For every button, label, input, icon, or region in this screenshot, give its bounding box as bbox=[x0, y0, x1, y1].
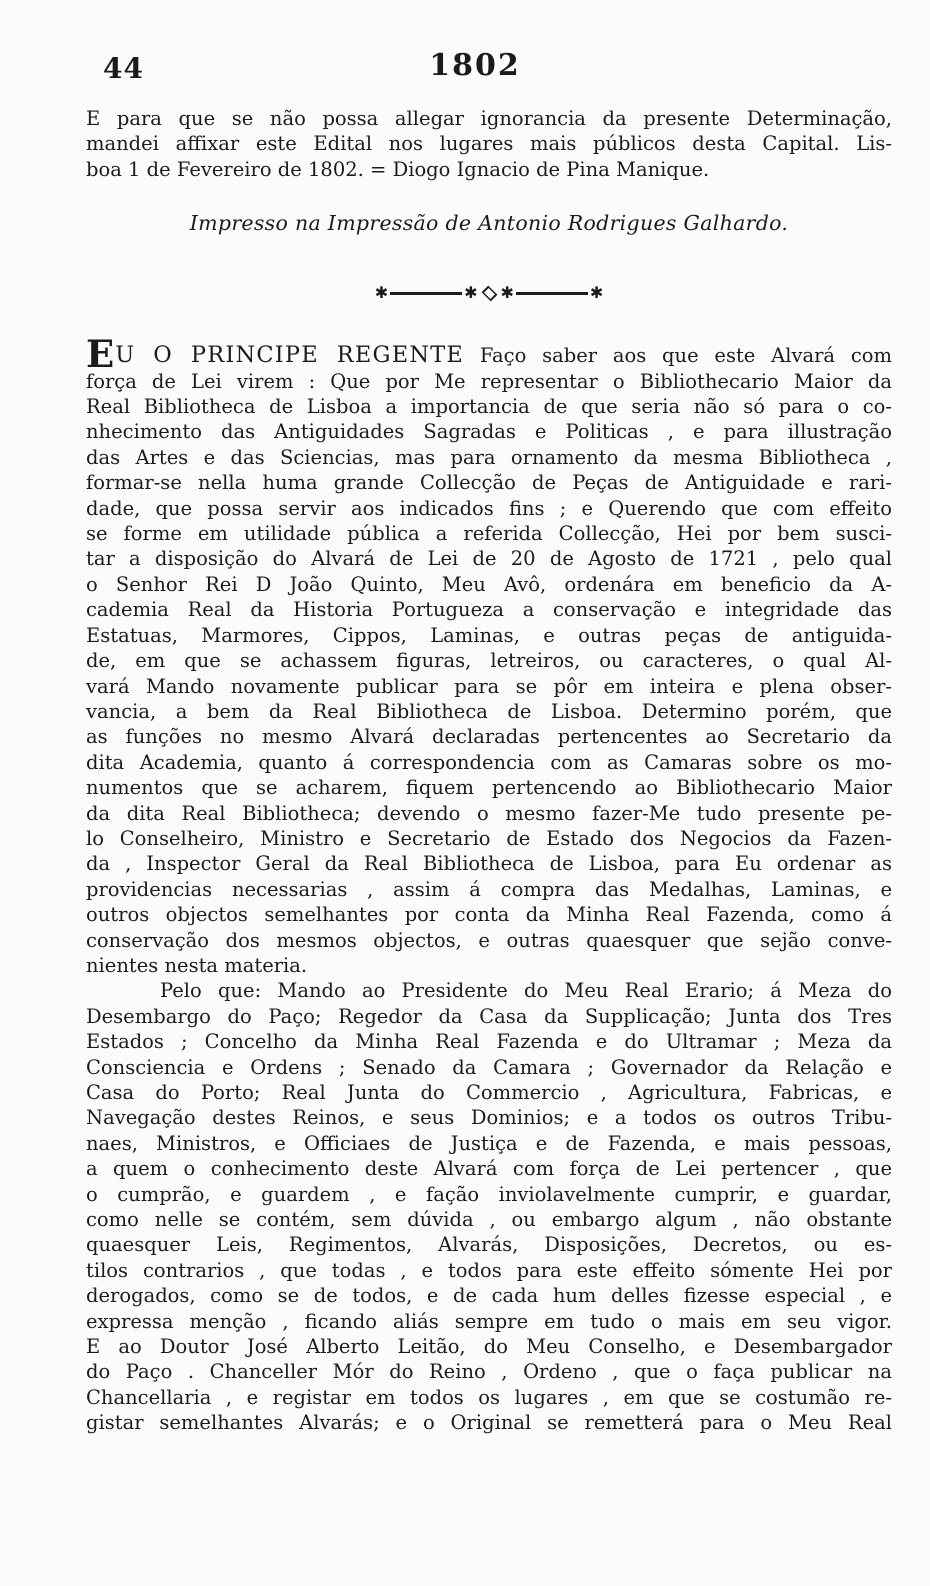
text-line: Real Bibliotheca de Lisboa a importancia de que seria não só para o co- bbox=[86, 395, 892, 419]
opening-line-rest: Faço saber aos que este Alvará com bbox=[479, 344, 892, 368]
text-line: o cumprão, e guardem , e fação inviolavelmente cumprir, e guardar, bbox=[86, 1182, 892, 1206]
edital-closing-paragraph bbox=[86, 106, 892, 182]
text-line: o Senhor Rei D João Quinto, Meu Avô, ordenára em beneficio da A- bbox=[86, 572, 892, 596]
text-line: da , Inspector Geral da Real Bibliotheca de Lisboa, para Eu ordenar as bbox=[86, 852, 892, 876]
imprint-line: Impresso na Impressão de Antonio Rodrigues Galhardo. bbox=[189, 211, 789, 236]
text-line: vancia, a bem da Real Bibliotheca de Lisboa. Determino porém, que bbox=[86, 699, 892, 723]
text-line: numentos que se acharem, fiquem pertencendo ao Bibliothecario Maior bbox=[86, 776, 892, 800]
text-line: quaesquer Leis, Regimentos, Alvarás, Disposições, Decretos, ou es- bbox=[86, 1233, 892, 1257]
text-line: Consciencia e Ordens ; Senado da Camara ; Governador da Relação e bbox=[86, 1055, 892, 1079]
second-paragraph-lines bbox=[86, 1004, 892, 1436]
page-content bbox=[86, 106, 892, 1436]
text-line: cademia Real da Historia Portugueza a conservação e integridade das bbox=[86, 598, 892, 622]
asterisk-icon: ✱ bbox=[464, 283, 478, 303]
asterisk-icon: ✱ bbox=[374, 283, 389, 303]
text-line: a quem o conhecimento deste Alvará com força de Lei pertencer , que bbox=[86, 1157, 892, 1181]
drop-cap-initial: E bbox=[86, 332, 116, 377]
text-line: das Artes e das Sciencias, mas para ornamento da mesma Bibliotheca , bbox=[86, 445, 892, 469]
text-line: lo Conselheiro, Ministro e Secretario de Estado dos Negocios da Fazen- bbox=[86, 826, 892, 850]
text-line: mandei affixar este Edital nos lugares mais públicos desta Capital. Lis- bbox=[86, 132, 892, 156]
page-number: 44 bbox=[103, 52, 144, 85]
text-line: conservação dos mesmos objectos, e outras quaesquer que sejão conve- bbox=[86, 928, 892, 952]
text-line: dita Academia, quanto á correspondencia com as Camaras sobre os mo- bbox=[86, 750, 892, 774]
text-line: derogados, como se de todos, e de cada hum delles fizesse especial , e bbox=[86, 1284, 892, 1308]
text-line: dade, que possa servir aos indicados fins ; e Querendo que com effeito bbox=[86, 496, 892, 520]
page-year-heading: 1802 bbox=[429, 48, 521, 83]
text-line: tilos contrarios , que todas , e todos para este effeito sómente Hei por bbox=[86, 1258, 892, 1282]
text-line: Casa do Porto; Real Junta do Commercio , Agricultura, Fabricas, e bbox=[86, 1081, 892, 1104]
text-line: expressa menção , ficando aliás sempre em tudo o mais em seu vigor. bbox=[86, 1309, 892, 1333]
asterisk-icon: ✱ bbox=[589, 283, 604, 303]
text-line: se forme em utilidade pública a referida Collecção, Hei por bem susci- bbox=[86, 522, 892, 546]
text-line: Desembargo do Paço; Regedor da Casa da Supplicação; Junta dos Tres bbox=[86, 1004, 892, 1028]
text-line: do Paço . Chanceller Mór do Reino , Ordeno , que o faça publicar na bbox=[86, 1360, 892, 1384]
edital-lines bbox=[86, 106, 892, 157]
opening-line bbox=[86, 332, 892, 377]
text-line: da dita Real Bibliotheca; devendo o mesmo fazer-Me tudo presente pe- bbox=[86, 801, 892, 825]
text-line: de, em que se achassem figuras, letreiros, ou caracteres, o qual Al- bbox=[86, 649, 892, 673]
text-line: Pelo que: Mando ao Presidente do Meu Real Erario; á Meza do bbox=[160, 979, 892, 1003]
regent-opener: U O PRINCIPE REGENTE bbox=[115, 342, 465, 369]
alvara-text-block bbox=[86, 332, 892, 1435]
asterisk-icon: ✱ bbox=[500, 283, 514, 303]
text-line: força de Lei virem : Que por Me representar o Bibliothecario Maior da bbox=[86, 369, 892, 393]
text-line: E para que se não possa allegar ignorancia da presente Determinação, bbox=[86, 107, 892, 130]
text-line: Navegação destes Reinos, e seus Dominios; e a todos os outros Tribu- bbox=[86, 1106, 892, 1130]
lozenge-icon bbox=[481, 285, 497, 301]
text-line: as funções no mesmo Alvará declaradas pertencentes ao Secretario da bbox=[86, 725, 892, 749]
text-line: E ao Doutor José Alberto Leitão, do Meu Conselho, e Desembargador bbox=[86, 1335, 892, 1359]
divider-rule bbox=[516, 292, 588, 295]
text-line: Estados ; Concelho da Minha Real Fazenda e do Ultramar ; Meza da bbox=[86, 1030, 892, 1054]
text-line: outros objectos semelhantes por conta da Minha Real Fazenda, como á bbox=[86, 903, 892, 927]
text-line: Estatuas, Marmores, Cippos, Laminas, e outras peças de antiguida- bbox=[86, 623, 892, 647]
text-line: formar-se nella huma grande Collecção de Peças de Antiguidade e rari- bbox=[86, 471, 892, 495]
alvara-body-lines bbox=[86, 369, 892, 953]
text-line: vará Mando novamente publicar para se pôr em inteira e plena obser- bbox=[86, 674, 892, 698]
text-line: nhecimento das Antiguidades Sagradas e Politicas , e para illustração bbox=[86, 420, 892, 444]
text-line: providencias necessarias , assim á compra das Medalhas, Laminas, e bbox=[86, 877, 892, 901]
text-line: Chancellaria , e registar em todos os lugares , em que se costumão re- bbox=[86, 1385, 892, 1409]
text-line: naes, Ministros, e Officiaes de Justiça e de Fazenda, e mais pessoas, bbox=[86, 1131, 892, 1155]
ornament-divider bbox=[86, 282, 892, 304]
text-line: como nelle se contém, sem dúvida , ou embargo algum , não obstante bbox=[86, 1208, 892, 1232]
divider-rule bbox=[390, 292, 462, 295]
second-paragraph bbox=[86, 978, 892, 1435]
text-line: boa 1 de Fevereiro de 1802. = Diogo Ignacio de Pina Manique. bbox=[86, 157, 710, 181]
text-line: nientes nesta materia. bbox=[86, 953, 308, 977]
text-line: tar a disposição do Alvará de Lei de 20 de Agosto de 1721 , pelo qual bbox=[86, 547, 892, 571]
text-line: gistar semelhantes Alvarás; e o Original se remetterá para o Meu Real bbox=[86, 1411, 892, 1435]
